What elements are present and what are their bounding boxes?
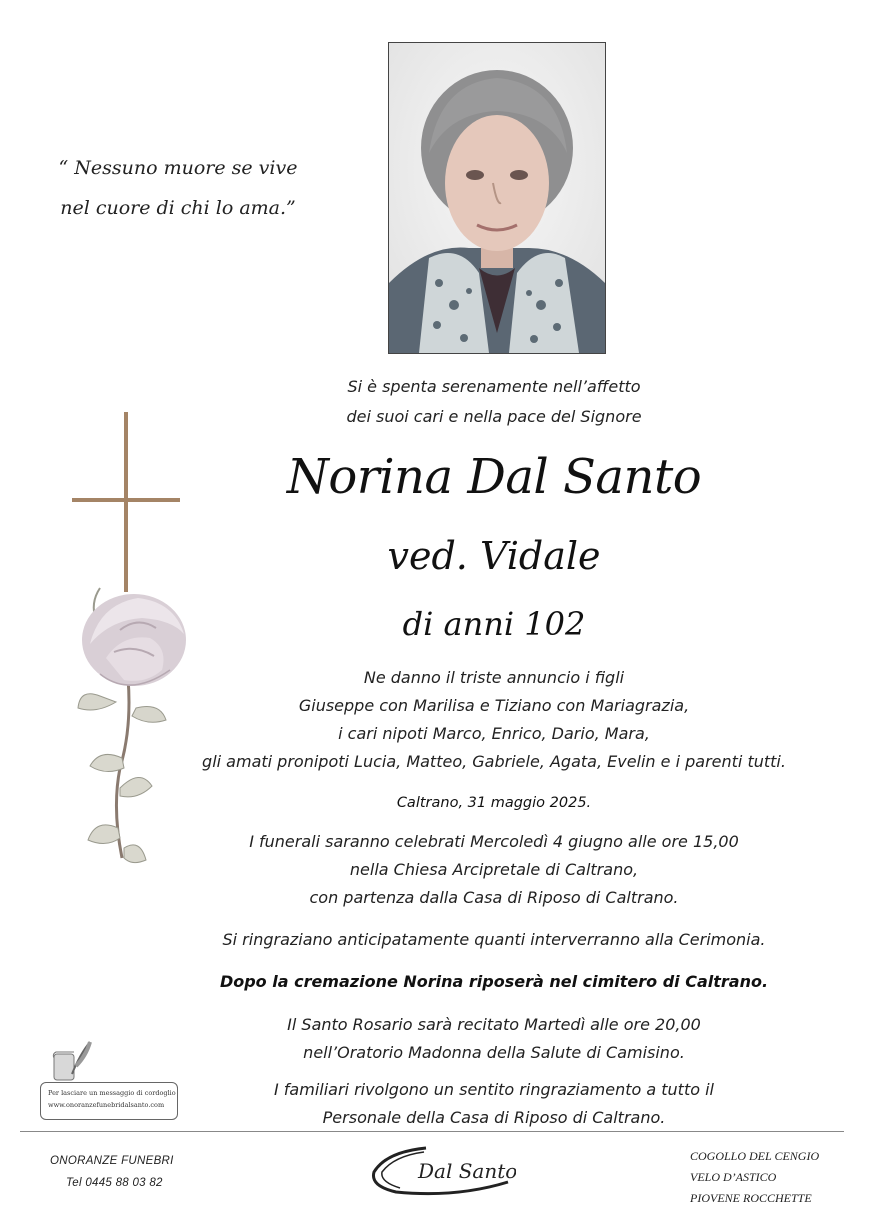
funeral-home-label: ONORANZE FUNEBRI	[50, 1155, 174, 1167]
location-item: COGOLLO DEL CENGIO	[690, 1149, 820, 1163]
logo-text: Dal Santo	[418, 1159, 516, 1183]
rosary-details	[200, 1011, 788, 1067]
deceased-photo	[388, 42, 606, 354]
thanks-text: Si ringraziano anticipatamente quanti interverranno alla Cerimonia.	[222, 930, 766, 949]
staff-thanks-line: Personale della Casa di Riposo di Caltrano.	[322, 1108, 666, 1127]
rosary-line: Il Santo Rosario sarà recitato Martedì alle ore 20,00	[287, 1015, 701, 1034]
deceased-name: Norina Dal Santo	[286, 449, 702, 505]
funeral-details	[200, 828, 788, 912]
quote-line-1: “ Nessuno muore se vive	[58, 157, 298, 179]
funeral-line: con partenza dalla Casa di Riposo di Caltrano.	[309, 888, 679, 907]
funeral-home-locations	[690, 1146, 819, 1209]
family-announcement	[200, 664, 788, 776]
location-item: PIOVENE ROCCHETTE	[690, 1191, 812, 1205]
family-line: gli amati pronipoti Lucia, Matteo, Gabriele, Agata, Evelin e i parenti tutti.	[202, 752, 786, 771]
cremation-note: Dopo la cremazione Norina riposerà nel cimitero di Caltrano.	[219, 972, 769, 991]
quote-line-2: nel cuore di chi lo ama.”	[60, 197, 296, 219]
deceased-age: di anni 102	[402, 605, 586, 643]
date-place: Caltrano, 31 maggio 2025.	[396, 795, 592, 811]
message-box-website[interactable]: www.onoranzefunebridalsanto.com	[48, 1101, 165, 1109]
location-item: VELO D’ASTICO	[690, 1170, 777, 1184]
funeral-home-contact	[50, 1150, 174, 1194]
widow-of: ved. Vidale	[387, 534, 601, 578]
funeral-line: I funerali saranno celebrati Mercoledì 4 giugno alle ore 15,00	[249, 832, 739, 851]
rose-icon	[78, 588, 186, 863]
epigraph-quote	[48, 148, 308, 228]
intro-text	[200, 372, 788, 432]
footer-divider	[20, 1131, 844, 1132]
family-line: Giuseppe con Marilisa e Tiziano con Mariagrazia,	[298, 696, 690, 715]
funeral-home-logo	[366, 1142, 516, 1198]
portrait-image	[389, 43, 605, 353]
condolence-message-link[interactable]	[40, 1040, 178, 1122]
funeral-home-phone: Tel 0445 88 03 82	[66, 1177, 163, 1189]
intro-line-1: Si è spenta serenamente nell’affetto	[347, 377, 641, 396]
quill-scroll-icon	[50, 1040, 94, 1086]
family-line: Ne danno il triste annuncio i figli	[363, 668, 625, 687]
funeral-line: nella Chiesa Arcipretale di Caltrano,	[349, 860, 639, 879]
family-line: i cari nipoti Marco, Enrico, Dario, Mara,	[338, 724, 650, 743]
cross-icon	[72, 412, 180, 592]
staff-thanks	[200, 1076, 788, 1132]
intro-line-2: dei suoi cari e nella pace del Signore	[346, 407, 642, 426]
rosary-line: nell’Oratorio Madonna della Salute di Camisino.	[303, 1043, 685, 1062]
staff-thanks-line: I familiari rivolgono un sentito ringraziamento a tutto il	[273, 1080, 714, 1099]
cross-and-rose-illustration	[60, 408, 190, 888]
message-box-caption: Per lasciare un messaggio di cordoglio	[48, 1089, 176, 1097]
